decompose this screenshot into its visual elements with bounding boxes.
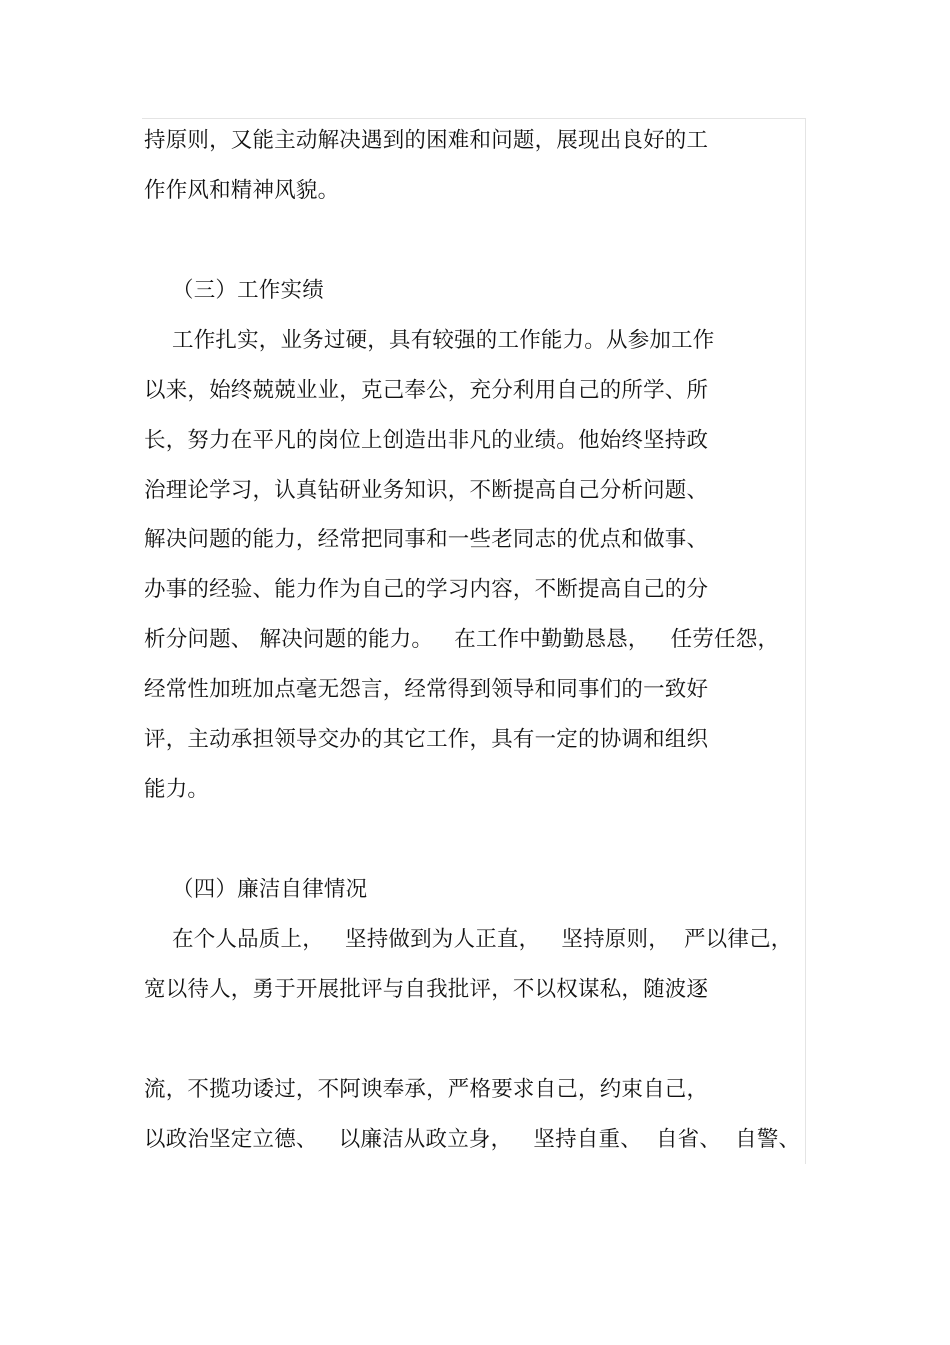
paragraph-line: 长，努力在平凡的岗位上创造出非凡的业绩。他始终坚持政: [144, 428, 709, 453]
paragraph-line: 工作扎实，业务过硬，具有较强的工作能力。从参加工作: [172, 328, 715, 353]
paragraph-line: 评，主动承担领导交办的其它工作，具有一定的协调和组织: [144, 727, 709, 752]
paragraph-line: 析分问题、 解决问题的能力。 在工作中勤勤恳恳， 任劳任怨，: [144, 627, 780, 652]
paragraph-line: 流，不揽功诿过，不阿谀奉承，严格要求自己，约束自己，: [144, 1077, 709, 1102]
paragraph-line: 宽以待人，勇于开展批评与自我批评，不以权谋私，随波逐: [144, 977, 709, 1002]
paragraph-line: 能力。: [144, 777, 210, 802]
paragraph-line: 治理论学习，认真钻研业务知识，不断提高自己分析问题、: [144, 478, 709, 503]
paragraph-line: 解决问题的能力，经常把同事和一些老同志的优点和做事、: [144, 527, 709, 552]
section-heading-4: （四）廉洁自律情况: [172, 877, 368, 902]
section-heading-3: （三）工作实绩: [172, 278, 324, 303]
paragraph-line: 持原则，又能主动解决遇到的困难和问题，展现出良好的工: [144, 128, 709, 153]
paragraph-line: 在个人品质上， 坚持做到为人正直， 坚持原则， 严以律己，: [172, 927, 793, 952]
paragraph-line: 以来，始终兢兢业业，克己奉公，充分利用自己的所学、所: [144, 378, 709, 403]
paragraph-line: 以政治坚定立德、 以廉洁从政立身， 坚持自重、 自省、 自警、: [144, 1127, 801, 1152]
paragraph-line: 作作风和精神风貌。: [144, 178, 340, 203]
paragraph-line: 经常性加班加点毫无怨言，经常得到领导和同事们的一致好: [144, 677, 709, 702]
paragraph-line: 办事的经验、能力作为自己的学习内容，不断提高自己的分: [144, 577, 709, 602]
